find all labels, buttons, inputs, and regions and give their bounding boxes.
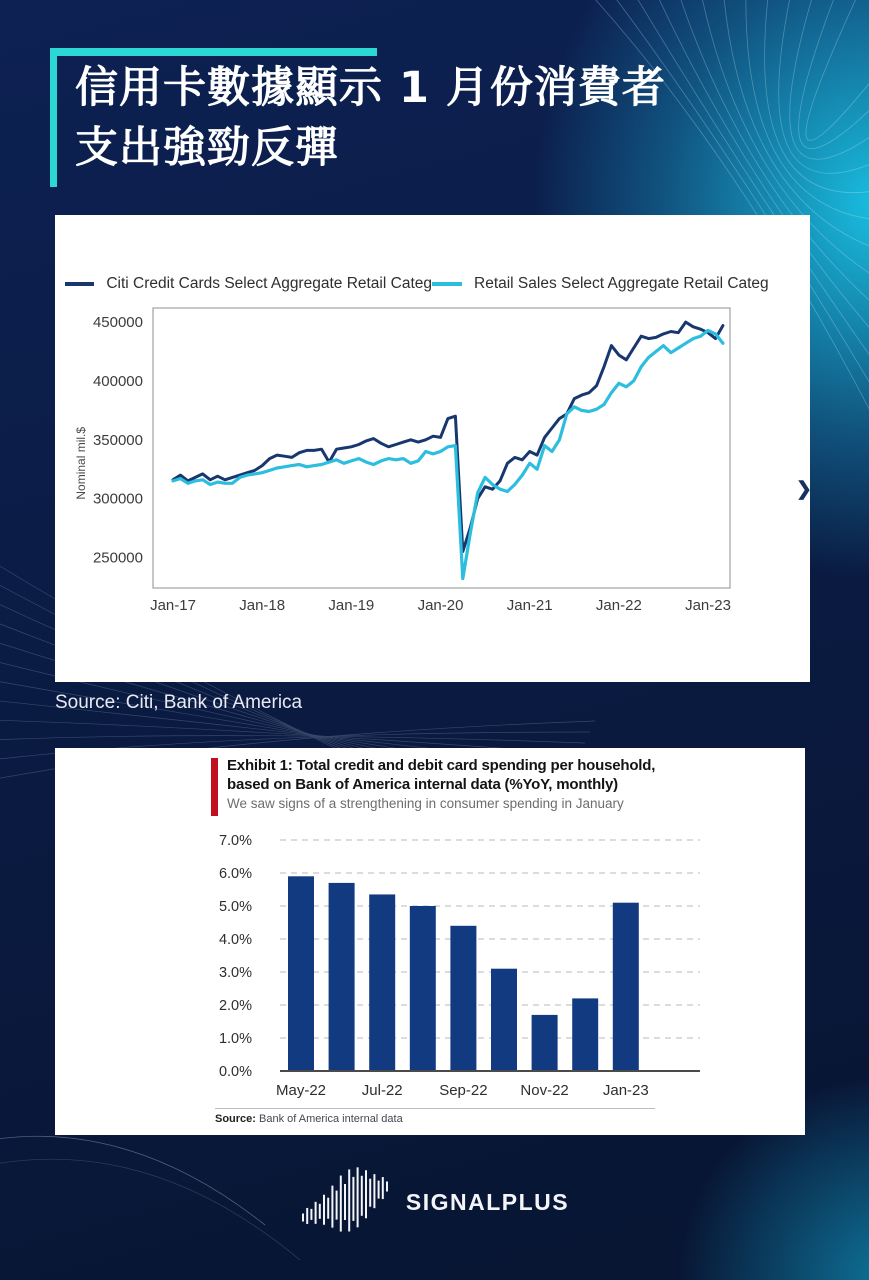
svg-text:May-22: May-22 — [275, 1082, 327, 1099]
exhibit-accent-bar — [211, 758, 218, 816]
svg-text:2.0%: 2.0% — [218, 998, 252, 1014]
svg-text:6.0%: 6.0% — [218, 866, 252, 882]
svg-text:Jan-22: Jan-22 — [595, 597, 642, 614]
navy-line-swatch-icon — [65, 282, 94, 286]
svg-text:Sep-22: Sep-22 — [439, 1082, 488, 1099]
svg-text:Jan-20: Jan-20 — [417, 597, 464, 614]
source-note: Source: Citi, Bank of America — [55, 692, 303, 713]
svg-text:450000: 450000 — [92, 314, 143, 332]
cyan-line-swatch-icon — [432, 282, 462, 286]
title-accent-top-bar — [53, 48, 377, 56]
svg-text:Jan-23: Jan-23 — [602, 1082, 649, 1099]
svg-text:3.0%: 3.0% — [218, 965, 252, 981]
legend-label-retail: Retail Sales Select Aggregate Retail Categ — [474, 275, 769, 292]
exhibit-source-label: Source: — [215, 1113, 256, 1125]
svg-text:Jan-17: Jan-17 — [150, 597, 196, 614]
svg-text:Jan-23: Jan-23 — [685, 597, 731, 614]
svg-text:Jul-22: Jul-22 — [361, 1082, 403, 1099]
svg-text:7.0%: 7.0% — [218, 833, 252, 849]
legend-item-retail — [432, 275, 769, 293]
svg-text:250000: 250000 — [92, 549, 143, 567]
svg-text:300000: 300000 — [92, 490, 143, 508]
svg-text:0.0%: 0.0% — [218, 1064, 252, 1080]
page-title-line2: 支出強勁反彈 — [75, 123, 339, 173]
svg-text:350000: 350000 — [92, 431, 143, 449]
chevron-right-icon[interactable]: ❯ — [796, 479, 812, 500]
exhibit-title-line1: Exhibit 1: Total credit and debit card spending per household, — [227, 757, 656, 774]
line-chart-card — [55, 215, 810, 682]
exhibit-source — [215, 1108, 655, 1125]
svg-text:Nov-22: Nov-22 — [520, 1082, 569, 1099]
legend-item-citi — [65, 275, 432, 293]
bar-chart-card — [55, 748, 805, 1135]
svg-text:Jan-21: Jan-21 — [506, 597, 553, 614]
svg-text:Jan-18: Jan-18 — [239, 597, 286, 614]
title-accent-left-bar — [50, 48, 57, 187]
bar-chart — [55, 828, 805, 1128]
svg-text:1.0%: 1.0% — [218, 1031, 252, 1047]
svg-text:4.0%: 4.0% — [218, 932, 252, 948]
line-chart — [55, 300, 810, 640]
svg-text:Jan-19: Jan-19 — [328, 597, 375, 614]
svg-text:400000: 400000 — [92, 372, 143, 390]
exhibit-subtitle: We saw signs of a strengthening in consumer spending in January — [227, 796, 624, 811]
page-title-line1: 信用卡數據顯示 1 月份消費者 — [75, 63, 666, 113]
page-title — [75, 58, 795, 178]
legend-label-citi: Citi Credit Cards Select Aggregate Retail Categ — [106, 275, 432, 292]
footer — [0, 1163, 869, 1241]
exhibit-source-text: Bank of America internal data — [255, 1113, 403, 1125]
svg-text:Nominal mil.$: Nominal mil.$ — [74, 426, 88, 500]
signalplus-logo-icon — [300, 1163, 392, 1241]
exhibit-title — [227, 756, 787, 794]
brand-name: SIGNALPLUS — [405, 1188, 570, 1215]
exhibit-title-line2: based on Bank of America internal data (%YoY, monthly) — [227, 776, 618, 793]
svg-text:5.0%: 5.0% — [218, 899, 252, 915]
chart-legend — [65, 275, 810, 293]
